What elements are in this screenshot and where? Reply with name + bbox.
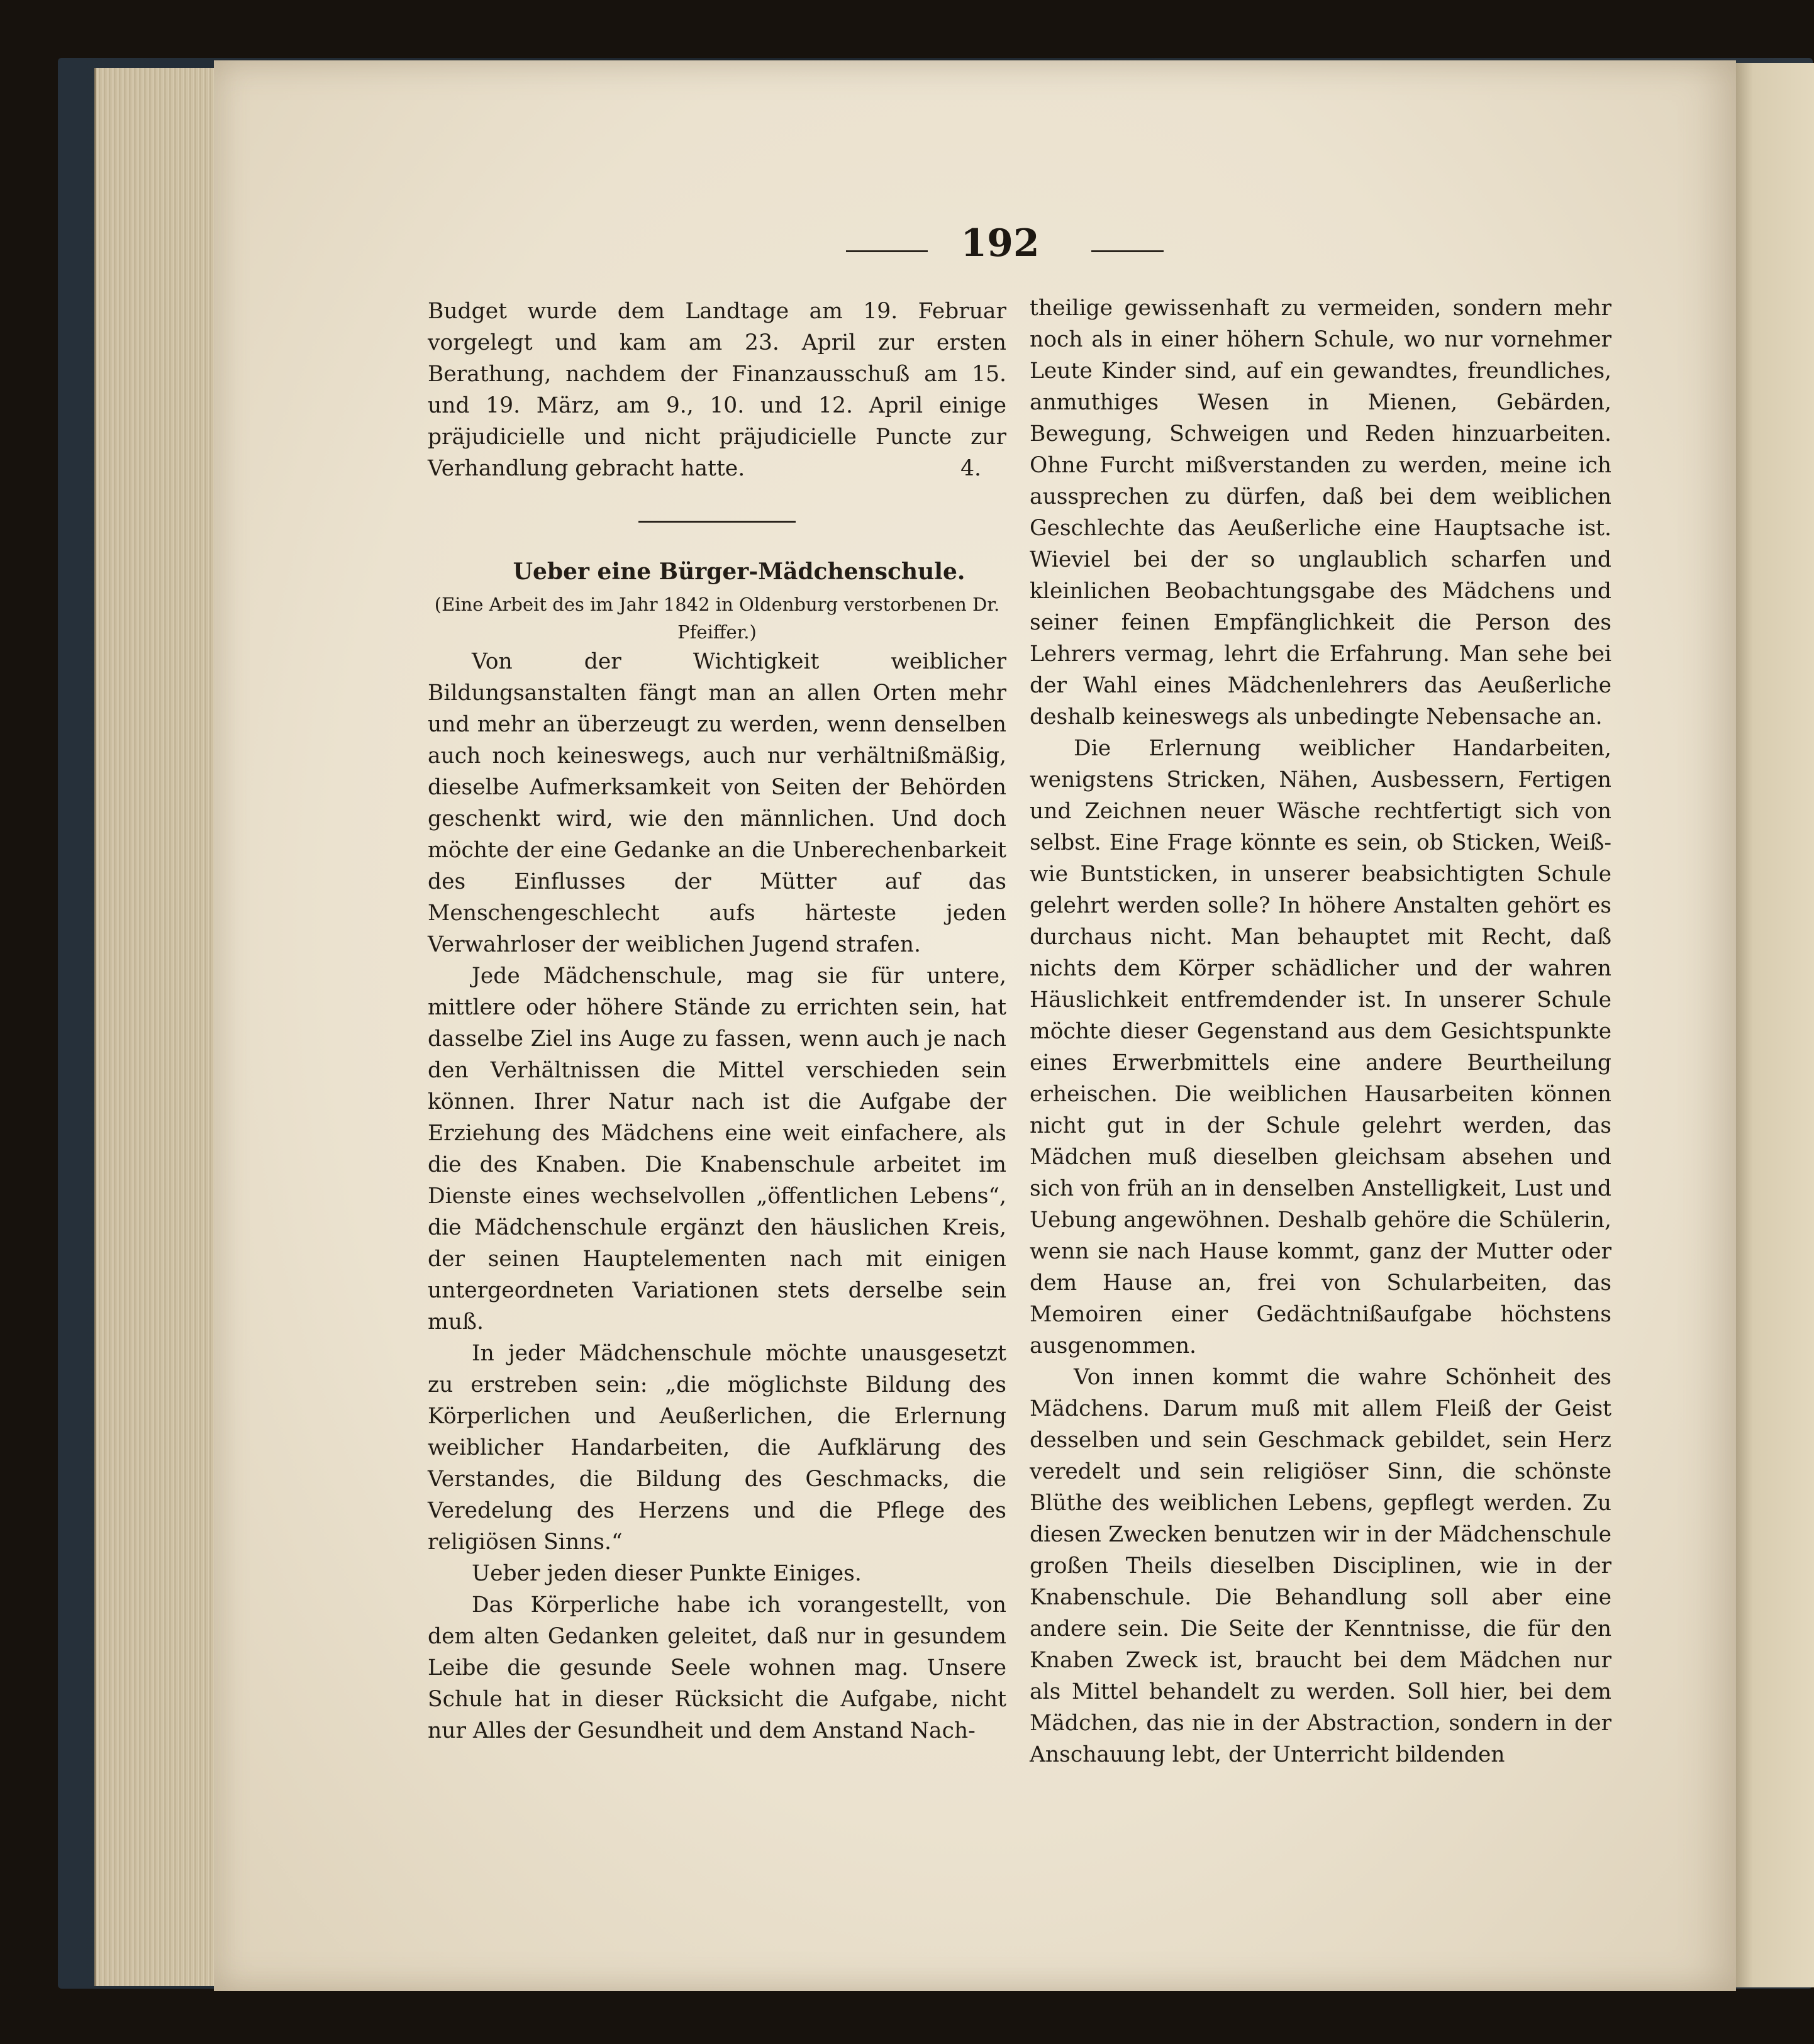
section-divider: [638, 521, 796, 523]
paragraph: Das Körperliche habe ich vorangestellt, von dem alten Gedanken geleitet, daß nur in gesundem Leibe die gesunde Seele wohnen mag. Unsere Schule hat in dieser Rücksicht die Aufgabe, nicht nur Alles der Gesundheit und dem Anstand Nach-: [428, 1592, 1006, 1743]
article-title: Ueber eine Bürger-Mädchenschule.: [513, 558, 965, 585]
intro-text: Budget wurde dem Landtage am 19. Februar vorgelegt und kam am 23. April zur ersten Berathung, nachdem der Finanzausschuß am 15. und 19. März, am 9., 10. und 12. April einige präjudicielle und nicht präjudicielle Puncte zur Verhandlung gebracht hatte.: [428, 299, 1006, 481]
right-column: [1030, 292, 1611, 1770]
page-number: 192: [960, 221, 1040, 265]
intro-signature: 4.: [960, 456, 981, 481]
intro-paragraph: [428, 296, 1006, 484]
paragraph: Von der Wichtigkeit weiblicher Bildungsanstalten fängt man an allen Orten mehr und mehr an überzeugt zu werden, wenn denselben auch noch keineswegs, auch nur verhältnißmäßig, dieselbe Aufmerksamkeit von Seiten der Behörden geschenkt wird, wie den männlichen. Und doch möchte der eine Gedanke an die Unberechenbarkeit des Einflusses der Mütter auf das Menschengeschlecht aufs härteste jeden Verwahrloser der weiblichen Jugend strafen.: [428, 649, 1006, 957]
paragraph: In jeder Mädchenschule möchte unausgesetzt zu erstreben sein: „die möglichste Bildung des Körperlichen und Aeußerlichen, die Erlernung weiblicher Handarbeiten, die Aufklärung des Verstandes, die Bildung des Geschmacks, die Veredelung des Herzens und die Pflege des religiösen Sinns.“: [428, 1341, 1006, 1555]
paragraph: Von innen kommt die wahre Schönheit des Mädchens. Darum muß mit allem Fleiß der Geist desselben und sein Geschmack gebildet, sein Herz veredelt und sein religiöser Sinn, die schönste Blüthe des weiblichen Lebens, gepflegt werden. Zu diesen Zwecken benutzen wir in der Mädchenschule großen Theils dieselben Disciplinen, wie in der Knabenschule. Die Behandlung soll aber eine andere sein. Die Seite der Kenntnisse, die für den Knaben Zweck ist, braucht bei dem Mädchen nur als Mittel behandelt zu werden. Soll hier, bei dem Mädchen, das nie in der Abstraction, sondern in der Anschauung lebt, der Unterricht bildenden: [1030, 1365, 1611, 1767]
header-rule-right: [1091, 250, 1164, 252]
header-rule-left: [846, 250, 928, 252]
facing-page-edge: [1727, 63, 1814, 1987]
article-subtitle: (Eine Arbeit des im Jahr 1842 in Oldenburg verstorbenen Dr. Pfeiffer.): [434, 594, 1000, 643]
left-column: [428, 296, 1006, 1747]
paragraph: Die Erlernung weiblicher Handarbeiten, wenigstens Stricken, Nähen, Ausbessern, Fertigen und Zeichnen neuer Wäsche rechtfertigt sich von selbst. Eine Frage könnte es sein, ob Sticken, Weiß- wie Buntsticken, in unserer beabsichtigten Schule gelehrt werden solle? In höhere Anstalten gehört es durchaus nicht. Man behauptet mit Recht, daß nichts dem Körper schädlicher und der wahren Häuslichkeit entfremdender ist. In unserer Schule möchte dieser Gegenstand aus dem Gesichtspunkte eines Erwerbmittels eine andere Beurtheilung erheischen. Die weiblichen Hausarbeiten können nicht gut in der Schule gelehrt werden, das Mädchen muß dieselben gleichsam absehen und sich von früh an in denselben Anstelligkeit, Lust und Uebung angewöhnen. Deshalb gehöre die Schülerin, wenn sie nach Hause kommt, ganz der Mutter oder dem Hause an, frei von Schularbeiten, das Memoiren einer Gedächtnißaufgabe höchstens ausgenommen.: [1030, 736, 1611, 1358]
paragraph: Jede Mädchenschule, mag sie für untere, mittlere oder höhere Stände zu errichten sein, hat dasselbe Ziel ins Auge zu fassen, wenn auch je nach den Verhältnissen die Mittel verschieden sein können. Ihrer Natur nach ist die Aufgabe der Erziehung des Mädchens eine weit einfachere, als die des Knaben. Die Knabenschule arbeitet im Dienste eines wechselvollen „öffentlichen Lebens“, die Mädchenschule ergänzt den häuslichen Kreis, der seinen Hauptelementen nach mit einigen untergeordneten Variationen stets derselbe sein muß.: [428, 964, 1006, 1335]
paragraph: theilige gewissenhaft zu vermeiden, sondern mehr noch als in einer höhern Schule, wo nur vornehmer Leute Kinder sind, auf ein gewandtes, freundliches, anmuthiges Wesen in Mienen, Gebärden, Bewegung, Schweigen und Reden hinzuarbeiten. Ohne Furcht mißverstanden zu werden, meine ich aussprechen zu dürfen, daß bei dem weiblichen Geschlechte das Aeußerliche eine Hauptsache ist. Wieviel bei der so unglaublich scharfen und kleinlichen Beobachtungsgabe des Mädchens und seiner feinen Empfänglichkeit die Person des Lehrers vermag, lehrt die Erfahrung. Man sehe bei der Wahl eines Mädchenlehrers das Aeußerliche deshalb keineswegs als unbedingte Nebensache an.: [1030, 296, 1611, 730]
paragraph: Ueber jeden dieser Punkte Einiges.: [472, 1561, 862, 1586]
